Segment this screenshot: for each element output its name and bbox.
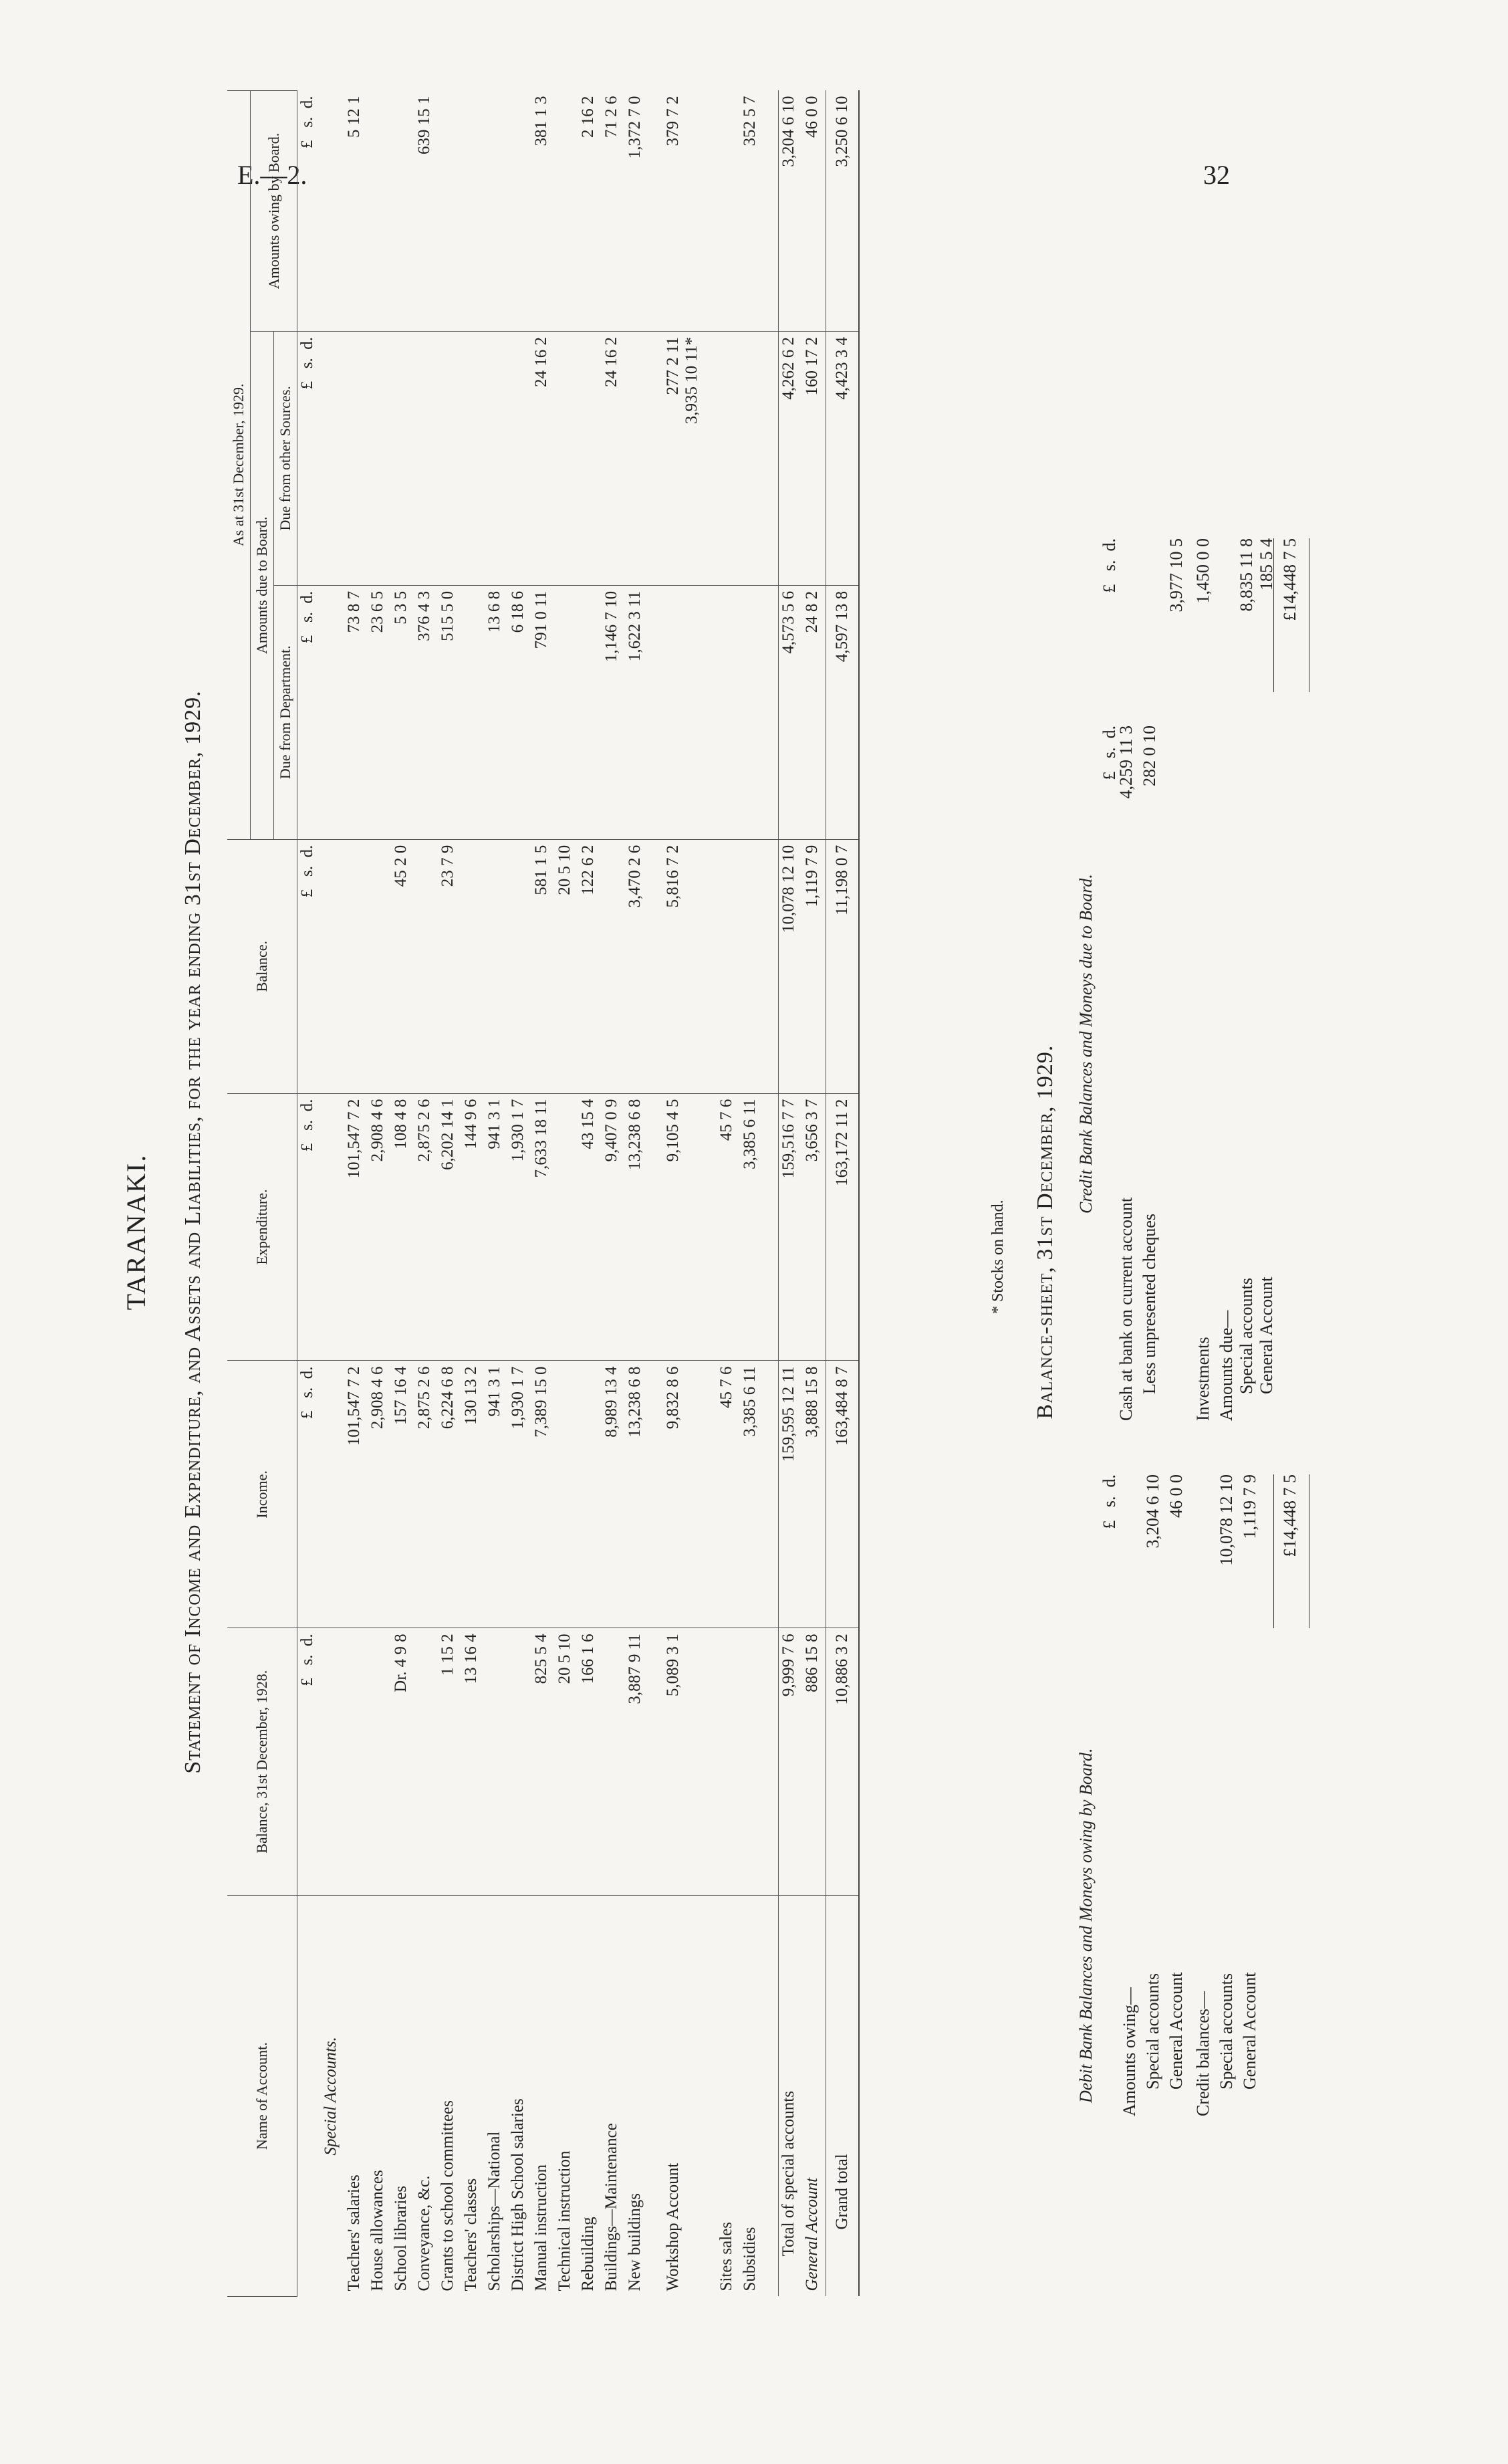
general-account-label: General Account	[803, 2177, 821, 2291]
cell-expenditure: 9,407 0 9	[602, 1093, 625, 1361]
cell-due-department	[555, 585, 578, 839]
cell-account-name: District High School salaries	[509, 2098, 527, 2291]
col-expenditure-header: Expenditure.	[227, 1093, 297, 1361]
cell-balance	[461, 839, 485, 1093]
cell-balance: 1,119 7 9	[802, 839, 826, 1093]
col-balance-1928-header: Balance, 31st December, 1928.	[227, 1628, 297, 1896]
statement-title: Statement of Income and Expenditure, and Assets and Liabilities, for the year ending 31st December, 1929.	[180, 690, 205, 1774]
cell-balance	[740, 839, 763, 1093]
cell-account-name: School libraries	[392, 2185, 410, 2291]
cell-income: 130 13 2	[461, 1361, 485, 1628]
credit-line-label: Special accounts	[1237, 1278, 1256, 1394]
credit-line-value: 1,450 0 0	[1193, 538, 1213, 604]
cell-owing: 381 1 3	[531, 91, 555, 332]
cell-balance: 581 1 5	[531, 839, 555, 1093]
cell-due-department: 791 0 11	[531, 585, 555, 839]
units-row	[297, 91, 322, 2297]
debit-line-label: General Account	[1166, 1972, 1186, 2090]
table-row	[414, 91, 438, 2297]
cell-income: 13,238 6 8	[625, 1361, 648, 1628]
debit-line-value: 1,119 7 9	[1240, 1474, 1259, 1539]
header-row-1	[227, 91, 251, 2297]
cell-expenditure: 9,105 4 5	[663, 1093, 702, 1361]
debit-total: £14,448 7 5	[1280, 1474, 1299, 1557]
cell-owing: 2 16 2	[578, 91, 602, 332]
cell-account-name: Conveyance, &c.	[415, 2175, 433, 2291]
cell-income: 1,930 1 7	[508, 1361, 531, 1628]
cell-expenditure: 6,202 14 1	[438, 1093, 461, 1361]
table-row	[391, 91, 414, 2297]
col-name-header: Name of Account.	[227, 1896, 297, 2297]
cell-balance-1928: 1 15 2	[438, 1628, 461, 1896]
credit-line-inner-value: 4,259 11 3	[1116, 725, 1136, 799]
table-row	[344, 91, 368, 2297]
cell-due-other: 4,262 6 2	[779, 331, 803, 585]
cell-owing: 71 2 6	[602, 91, 625, 332]
cell-balance: 10,078 12 10	[779, 839, 803, 1093]
debit-line-label: Amounts owing—	[1120, 1987, 1139, 2116]
cell-due-other: 24 16 2	[602, 331, 625, 585]
debit-line-label: Special accounts	[1143, 1973, 1162, 2090]
debit-line-value: 3,204 6 10	[1143, 1474, 1162, 1549]
credit-heading: Credit Bank Balances and Moneys due to Board.	[1076, 874, 1096, 1214]
cell-balance-1928: 3,887 9 11	[625, 1628, 648, 1896]
table-row	[461, 91, 485, 2297]
cell-balance-1928: 5,089 3 1	[663, 1628, 702, 1896]
cell-owing: 379 7 2	[663, 91, 702, 332]
cell-owing	[555, 91, 578, 332]
cell-balance-1928: 10,886 3 2	[826, 1628, 860, 1896]
units-label: £ s. d.	[297, 331, 322, 585]
cell-due-other-line: 277 2 11	[664, 336, 682, 395]
credit-total-rule	[1273, 538, 1274, 692]
col-owing-header: Amounts owing by Board.	[251, 91, 297, 332]
table-row	[438, 91, 461, 2297]
cell-owing: 3,204 6 10	[779, 91, 803, 332]
table-row	[602, 91, 625, 2297]
cell-owing: 352 5 7	[740, 91, 763, 332]
table-row	[625, 91, 648, 2297]
debit-line-value: 10,078 12 10	[1217, 1474, 1236, 1566]
cell-due-other	[555, 331, 578, 585]
cell-owing: 46 0 0	[802, 91, 826, 332]
cell-owing	[485, 91, 508, 332]
cell-due-department: 24 8 2	[802, 585, 826, 839]
cell-owing: 639 15 1	[414, 91, 438, 332]
cell-due-other	[663, 331, 702, 585]
cell-balance	[485, 839, 508, 1093]
units-label: £ s. d.	[297, 839, 322, 1093]
cell-balance: 23 7 9	[438, 839, 461, 1093]
cell-balance	[602, 839, 625, 1093]
cell-due-other	[461, 331, 485, 585]
cell-due-other	[391, 331, 414, 585]
cell-income: 2,875 2 6	[414, 1361, 438, 1628]
cell-due-other: 160 17 2	[802, 331, 826, 585]
col-balance-header: Balance.	[227, 839, 297, 1093]
cell-due-department: 4,573 5 6	[779, 585, 803, 839]
cell-due-other	[578, 331, 602, 585]
income-expenditure-table	[227, 90, 860, 2297]
cell-balance: 5,816 7 2	[663, 839, 702, 1093]
cell-due-other-line: 3,935 10 11*	[682, 336, 701, 425]
table-row	[663, 91, 702, 2297]
table-row	[717, 91, 740, 2297]
credit-units: £ s. d.	[1100, 538, 1119, 593]
cell-account-name: House allowances	[368, 2170, 386, 2291]
cell-income: 8,989 13 4	[602, 1361, 625, 1628]
debit-heading: Debit Bank Balances and Moneys owing by Board.	[1076, 1748, 1096, 2103]
credit-line-label: Less unpresented cheques	[1140, 1213, 1159, 1394]
cell-income: 7,389 15 0	[531, 1361, 555, 1628]
cell-account-name: Buildings—Maintenance	[602, 2123, 620, 2291]
cell-balance: 20 5 10	[555, 839, 578, 1093]
units-label: £ s. d.	[297, 585, 322, 839]
cell-expenditure: 159,516 7 7	[779, 1093, 803, 1361]
cell-account-name: Manual instruction	[532, 2164, 550, 2291]
cell-balance-1928	[602, 1628, 625, 1896]
cell-due-other	[508, 331, 531, 585]
page-number: 32	[1203, 160, 1230, 190]
cell-due-department	[578, 585, 602, 839]
credit-line-label: Investments	[1193, 1337, 1213, 1421]
cell-balance-1928: Dr. 4 9 8	[391, 1628, 414, 1896]
cell-balance-1928: 166 1 6	[578, 1628, 602, 1896]
cell-owing: 1,372 7 0	[625, 91, 648, 332]
cell-expenditure: 3,656 3 7	[802, 1093, 826, 1361]
credit-line-value: 185 5 4	[1257, 538, 1276, 590]
cell-balance: 11,198 0 7	[826, 839, 860, 1093]
cell-expenditure: 941 3 1	[485, 1093, 508, 1361]
cell-owing	[461, 91, 485, 332]
debit-units: £ s. d.	[1100, 1474, 1119, 1529]
cell-income: 157 16 4	[391, 1361, 414, 1628]
cell-expenditure: 7,633 18 11	[531, 1093, 555, 1361]
cell-balance-1928	[740, 1628, 763, 1896]
cell-balance-1928: 825 5 4	[531, 1628, 555, 1896]
cell-balance-1928	[414, 1628, 438, 1896]
cell-due-other	[344, 331, 368, 585]
col-income-header: Income.	[227, 1361, 297, 1628]
cell-balance-1928	[368, 1628, 391, 1896]
page-reference: E.—2.	[237, 160, 307, 190]
cell-balance: 3,470 2 6	[625, 839, 648, 1093]
cell-account-name: Rebuilding	[579, 2217, 597, 2291]
cell-income: 9,832 8 6	[663, 1361, 702, 1628]
col-as-at-header: As at 31st December, 1929.	[227, 91, 251, 840]
col-due-department-header: Due from Department.	[274, 585, 297, 839]
cell-expenditure: 2,908 4 6	[368, 1093, 391, 1361]
units-label: £ s. d.	[297, 91, 322, 332]
cell-balance-1928	[344, 1628, 368, 1896]
special-accounts-heading: Special Accounts.	[322, 2037, 340, 2156]
cell-account-name: Teachers' salaries	[345, 2174, 363, 2291]
total-special-label: Total of special accounts	[779, 1896, 803, 2297]
cell-income: 6,224 6 8	[438, 1361, 461, 1628]
cell-balance	[368, 839, 391, 1093]
cell-due-department: 73 8 7	[344, 585, 368, 839]
balance-sheet-title: Balance-sheet, 31st December, 1929.	[1033, 1044, 1057, 1420]
cell-due-department: 1,146 7 10	[602, 585, 625, 839]
cell-account-name: Sites sales	[717, 2222, 735, 2291]
cell-owing	[717, 91, 740, 332]
credit-line-inner-value: 282 0 10	[1140, 725, 1159, 786]
cell-account-name: Teachers' classes	[462, 2178, 480, 2291]
cell-balance	[414, 839, 438, 1093]
cell-balance-1928: 886 15 8	[802, 1628, 826, 1896]
general-account-row	[802, 91, 826, 2297]
cell-balance-1928: 13 16 4	[461, 1628, 485, 1896]
col-amounts-due-header: Amounts due to Board.	[251, 331, 274, 839]
debit-line-label: Credit balances—	[1193, 1991, 1213, 2116]
cell-expenditure: 144 9 6	[461, 1093, 485, 1361]
cell-expenditure: 45 7 6	[717, 1093, 740, 1361]
cell-account-name: Workshop Account	[664, 2162, 682, 2291]
cell-owing	[391, 91, 414, 332]
cell-due-department: 6 18 6	[508, 585, 531, 839]
cell-expenditure: 43 15 4	[578, 1093, 602, 1361]
cell-balance-1928	[508, 1628, 531, 1896]
credit-line-value: 8,835 11 8	[1237, 538, 1256, 612]
cell-income: 159,595 12 11	[779, 1361, 803, 1628]
cell-expenditure: 1,930 1 7	[508, 1093, 531, 1361]
cell-income: 3,385 6 11	[740, 1361, 763, 1628]
cell-account-name: Subsidies	[741, 2227, 759, 2291]
cell-owing	[438, 91, 461, 332]
table-row	[368, 91, 391, 2297]
cell-income	[578, 1361, 602, 1628]
table-row	[531, 91, 555, 2297]
cell-due-department: 13 6 8	[485, 585, 508, 839]
grand-total-row	[826, 91, 860, 2297]
credit-total: £14,448 7 5	[1280, 538, 1299, 621]
debit-line-label: Special accounts	[1217, 1973, 1236, 2090]
cell-expenditure: 2,875 2 6	[414, 1093, 438, 1361]
cell-expenditure: 108 4 8	[391, 1093, 414, 1361]
cell-due-department	[663, 585, 702, 839]
cell-income: 3,888 15 8	[802, 1361, 826, 1628]
cell-income: 2,908 4 6	[368, 1361, 391, 1628]
cell-expenditure: 163,172 11 2	[826, 1093, 860, 1361]
cell-due-other: 24 16 2	[531, 331, 555, 585]
cell-due-department: 1,622 3 11	[625, 585, 648, 839]
credit-line-label: Amounts due—	[1217, 1310, 1236, 1421]
cell-balance	[717, 839, 740, 1093]
special-heading-row	[321, 91, 344, 2297]
cell-account-name: Technical instruction	[555, 2150, 574, 2291]
table-row	[508, 91, 531, 2297]
cell-due-department: 4,597 13 8	[826, 585, 860, 839]
cell-due-department	[461, 585, 485, 839]
cell-expenditure: 13,238 6 8	[625, 1093, 648, 1361]
cell-balance-1928	[485, 1628, 508, 1896]
cell-due-other	[740, 331, 763, 585]
cell-expenditure	[555, 1093, 578, 1361]
cell-income: 45 7 6	[717, 1361, 740, 1628]
cell-balance	[344, 839, 368, 1093]
units-label: £ s. d.	[297, 1093, 322, 1361]
table-row	[485, 91, 508, 2297]
credit-line-label: Cash at bank on current account	[1116, 1197, 1136, 1421]
cell-due-department	[740, 585, 763, 839]
cell-balance-1928: 9,999 7 6	[779, 1628, 803, 1896]
units-label: £ s. d.	[297, 1361, 322, 1628]
cell-balance: 45 2 0	[391, 839, 414, 1093]
cell-due-department: 23 6 5	[368, 585, 391, 839]
cell-due-department	[717, 585, 740, 839]
cell-due-other: 4,423 3 4	[826, 331, 860, 585]
cell-due-other	[438, 331, 461, 585]
cell-due-department: 515 5 0	[438, 585, 461, 839]
cell-income: 163,484 8 7	[826, 1361, 860, 1628]
cell-balance-1928	[717, 1628, 740, 1896]
cell-income: 941 3 1	[485, 1361, 508, 1628]
cell-due-other	[717, 331, 740, 585]
cell-due-other	[414, 331, 438, 585]
cell-owing	[368, 91, 391, 332]
cell-due-other	[368, 331, 391, 585]
cell-due-other	[485, 331, 508, 585]
footnote: * Stocks on hand.	[989, 1200, 1007, 1314]
debit-total-rule	[1273, 1474, 1274, 1628]
cell-due-other	[625, 331, 648, 585]
table-row	[555, 91, 578, 2297]
credit-line-label: General Account	[1257, 1276, 1276, 1394]
table-row	[578, 91, 602, 2297]
district-title: TARANAKI.	[121, 1153, 151, 1311]
cell-owing: 3,250 6 10	[826, 91, 860, 332]
cell-due-department: 5 3 5	[391, 585, 414, 839]
grand-total-label: Grand total	[826, 1896, 860, 2297]
cell-balance: 122 6 2	[578, 839, 602, 1093]
units-label: £ s. d.	[297, 1628, 322, 1896]
col-due-other-header: Due from other Sources.	[274, 331, 297, 585]
cell-income	[555, 1361, 578, 1628]
cell-owing	[508, 91, 531, 332]
cell-balance-1928: 20 5 10	[555, 1628, 578, 1896]
debit-line-value: 46 0 0	[1166, 1474, 1186, 1518]
account-rows	[344, 91, 763, 2297]
cell-account-name: New buildings	[626, 2193, 644, 2291]
debit-line-label: General Account	[1240, 1972, 1259, 2090]
cell-account-name: Grants to school committees	[438, 2100, 457, 2291]
credit-inner-units: £ s. d.	[1100, 725, 1119, 780]
cell-expenditure: 3,385 6 11	[740, 1093, 763, 1361]
cell-account-name: Scholarships—National	[485, 2131, 503, 2291]
cell-balance	[508, 839, 531, 1093]
credit-line-value: 3,977 10 5	[1166, 538, 1186, 612]
cell-due-department: 376 4 3	[414, 585, 438, 839]
cell-expenditure: 101,547 7 2	[344, 1093, 368, 1361]
cell-owing: 5 12 1	[344, 91, 368, 332]
cell-income: 101,547 7 2	[344, 1361, 368, 1628]
total-special-row	[779, 91, 803, 2297]
table-row	[740, 91, 763, 2297]
